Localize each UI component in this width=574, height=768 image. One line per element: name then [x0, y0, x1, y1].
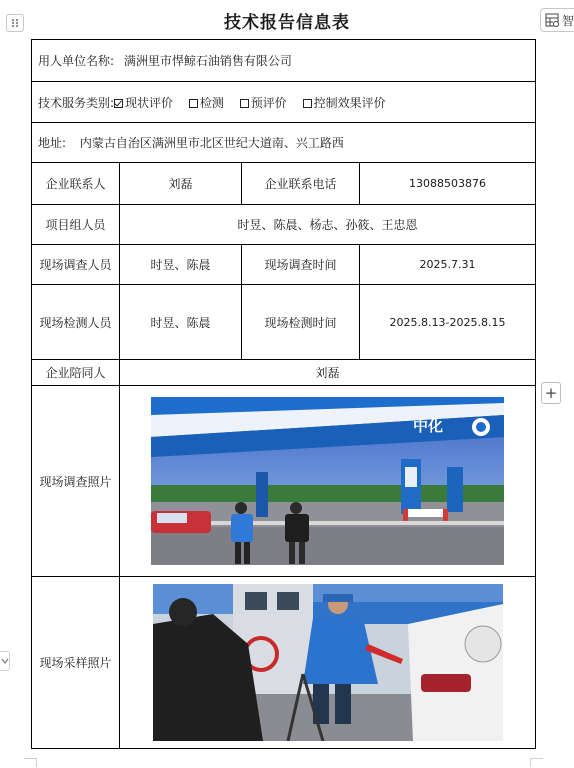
survey-time-label: 现场调查时间 [242, 245, 360, 285]
sampling-photo-label: 现场采样照片 [32, 577, 120, 749]
table-row-employer [32, 40, 536, 82]
survey-staff-value: 时昱、陈晨 [120, 245, 242, 285]
side-tool-button[interactable] [540, 8, 574, 32]
table-tool-icon [545, 13, 559, 27]
table-row-service-type [32, 82, 536, 123]
table-row-sampling-photo [32, 577, 536, 749]
service-option-control-evaluation[interactable]: 控制效果评价 [303, 94, 386, 111]
checkbox-checked-icon[interactable] [114, 99, 123, 108]
sampling-photo[interactable] [153, 584, 503, 741]
service-option-testing[interactable]: 检测 [189, 94, 224, 111]
survey-time-value: 2025.7.31 [360, 245, 536, 285]
contact-phone-label: 企业联系电话 [242, 163, 360, 205]
contact-person-label: 企业联系人 [32, 163, 120, 205]
address-label: 地址: [38, 136, 67, 150]
service-option-status-evaluation[interactable]: 现状评价 [114, 94, 173, 111]
survey-photo-label: 现场调查照片 [32, 386, 120, 577]
service-type-label: 技术服务类别: [38, 95, 115, 110]
testing-time-label: 现场检测时间 [242, 285, 360, 360]
page-corner-mark [530, 758, 543, 767]
table-row-survey [32, 245, 536, 285]
document-title: 技术报告信息表 [224, 13, 350, 33]
side-tool-label: 智 [561, 13, 574, 28]
page-corner-mark [24, 758, 37, 767]
team-members-value: 时昱、陈晨、杨志、孙筱、王忠恩 [120, 205, 536, 245]
escort-label: 企业陪同人 [32, 360, 120, 386]
survey-photo[interactable] [151, 397, 504, 565]
team-members-label: 项目组人员 [32, 205, 120, 245]
table-row-survey-photo [32, 386, 536, 577]
employer-label: 用人单位名称: [38, 54, 115, 68]
chevron-down-icon [1, 657, 9, 665]
escort-value: 刘磊 [120, 360, 536, 386]
add-row-button[interactable] [541, 382, 561, 404]
checkbox-unchecked-icon[interactable] [303, 99, 312, 108]
service-type-options [114, 94, 398, 111]
station-sign-text: 中化 [413, 417, 444, 435]
address-value: 内蒙古自治区满洲里市北区世纪大道南、兴工路西 [79, 136, 344, 150]
table-row-contact [32, 163, 536, 205]
table-row-address [32, 123, 536, 163]
collapse-toggle[interactable] [0, 651, 10, 671]
employer-value: 满洲里市悍鲸石油销售有限公司 [123, 54, 292, 68]
testing-staff-label: 现场检测人员 [32, 285, 120, 360]
contact-person-value: 刘磊 [120, 163, 242, 205]
checkbox-unchecked-icon[interactable] [240, 99, 249, 108]
survey-staff-label: 现场调查人员 [32, 245, 120, 285]
table-row-testing [32, 285, 536, 360]
service-option-pre-evaluation[interactable]: 预评价 [240, 94, 287, 111]
table-row-escort [32, 360, 536, 386]
testing-time-value: 2025.8.13-2025.8.15 [360, 285, 536, 360]
plus-icon: + [544, 384, 558, 402]
contact-phone-value: 13088503876 [360, 163, 536, 205]
report-info-table [31, 39, 536, 749]
table-row-team [32, 205, 536, 245]
checkbox-unchecked-icon[interactable] [189, 99, 198, 108]
testing-staff-value: 时昱、陈晨 [120, 285, 242, 360]
